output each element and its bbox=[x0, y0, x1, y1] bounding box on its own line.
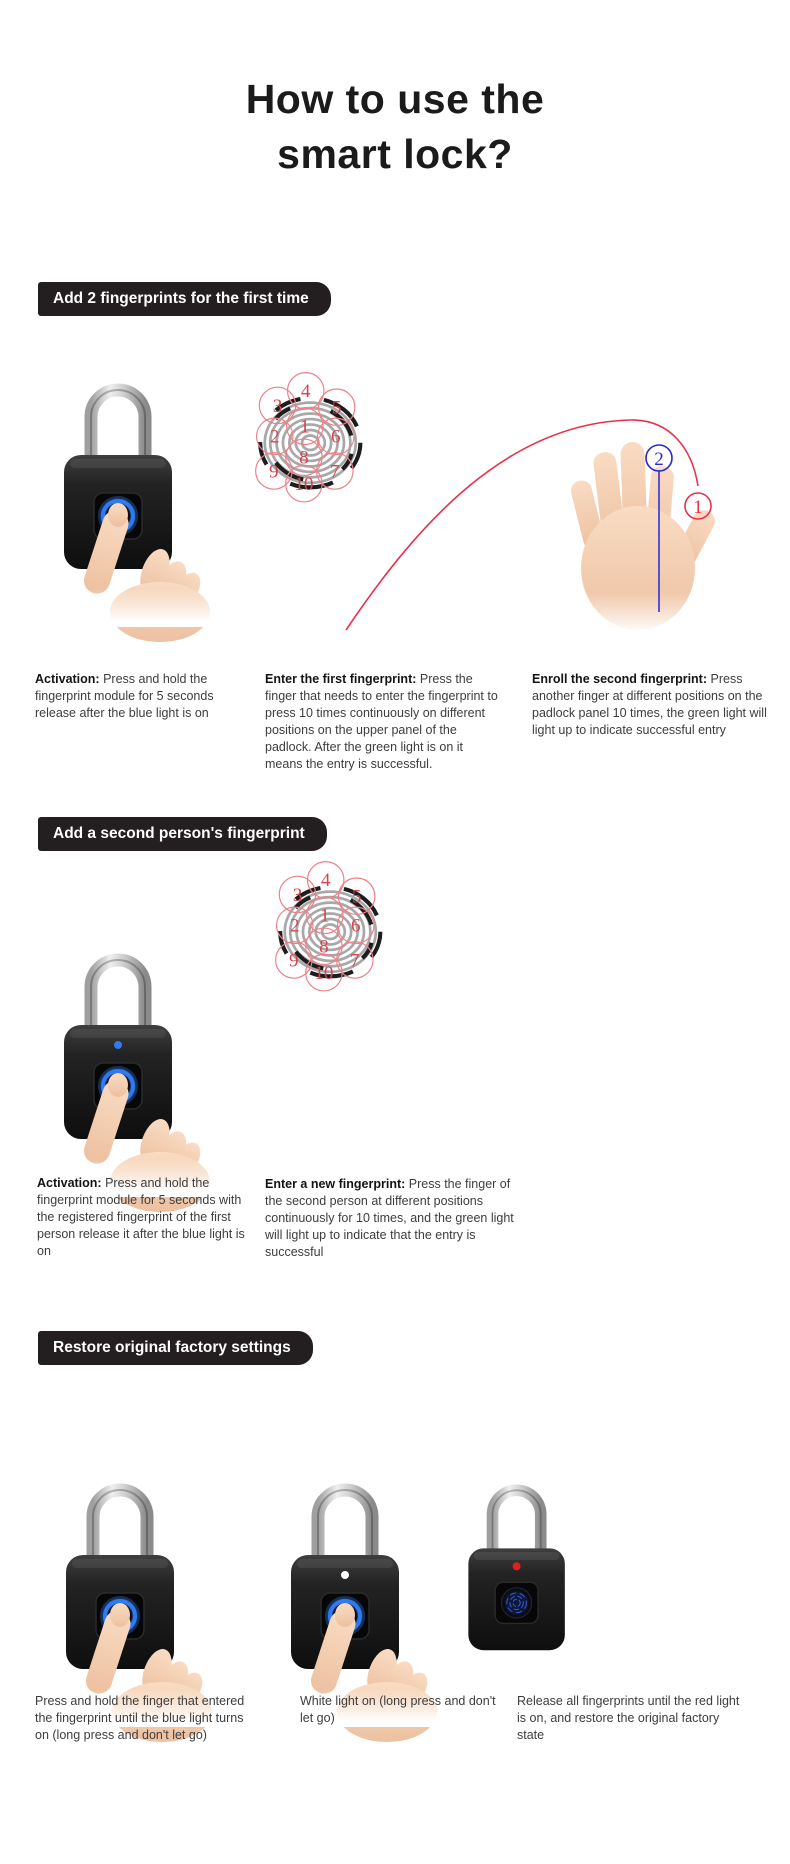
hand-finger-selection-diagram bbox=[340, 340, 720, 640]
padlock-body bbox=[468, 1490, 564, 1650]
padlock-restore-step1-image bbox=[40, 1465, 230, 1727]
step-restore-release bbox=[517, 1693, 743, 1744]
second-finger-marker bbox=[646, 445, 672, 471]
first-finger-marker bbox=[685, 493, 711, 519]
page-title-line1: How to use the bbox=[245, 76, 545, 122]
step-heading: Enter a new fingerprint: bbox=[265, 1177, 406, 1191]
step-enter-new-fingerprint bbox=[265, 1176, 517, 1261]
step-body: White light on (long press and don't let go) bbox=[300, 1694, 496, 1725]
step-body: Press the finger of the second person at different positions continuously for 10 times, and the green light will light up to indicate that the entry is successful bbox=[265, 1177, 514, 1259]
step-body: Press and hold the finger that entered the fingerprint until the blue light turns on (long press and don't let go) bbox=[35, 1694, 245, 1742]
led-indicator-white bbox=[341, 1571, 349, 1579]
step-heading: Activation: bbox=[35, 672, 100, 686]
page-title-line2: smart lock? bbox=[277, 131, 513, 177]
wrist-fade bbox=[568, 592, 714, 640]
svg-text:1: 1 bbox=[693, 497, 703, 518]
padlock-activation-second-image bbox=[38, 935, 228, 1197]
section-banner-restore-factory: Restore original factory settings bbox=[38, 1331, 313, 1365]
padlock-activation-image bbox=[38, 365, 228, 627]
step-restore-press-hold bbox=[35, 1693, 256, 1744]
led-indicator-blue bbox=[114, 1041, 122, 1049]
step-body: Press and hold the fingerprint module for 5 seconds release after the blue light is on bbox=[35, 672, 214, 720]
section-banner-add-second-person: Add a second person's fingerprint bbox=[38, 817, 327, 851]
step-body: Release all fingerprints until the red light is on, and restore the original factory state bbox=[517, 1694, 740, 1742]
step-enroll-second-fingerprint bbox=[532, 671, 778, 739]
page-title bbox=[0, 72, 790, 182]
svg-text:2: 2 bbox=[654, 449, 664, 470]
step-activation-second bbox=[37, 1175, 256, 1260]
padlock-restore-step2-image bbox=[265, 1465, 455, 1727]
step-heading: Enter the first fingerprint: bbox=[265, 672, 417, 686]
fingerprint-10-press-diagram-2 bbox=[272, 853, 394, 1005]
step-heading: Activation: bbox=[37, 1176, 102, 1190]
led-indicator-red bbox=[513, 1562, 521, 1570]
padlock-restore-step3-image bbox=[445, 1468, 615, 1702]
section-banner-add-first-fingerprints: Add 2 fingerprints for the first time bbox=[38, 282, 331, 316]
step-body: Press and hold the fingerprint module for 5 seconds with the registered fingerprint of the first person release it after the blue light is on bbox=[37, 1176, 245, 1258]
step-heading: Enroll the second fingerprint: bbox=[532, 672, 708, 686]
step-body: Press the finger that needs to enter the fingerprint to press 10 times continuously on different positions on the upper panel of the padlock. After the green light is on it means the entry is successful. bbox=[265, 672, 498, 771]
fingerprint-sensor-idle bbox=[505, 1591, 528, 1614]
step-enter-first-fingerprint bbox=[265, 671, 498, 773]
step-body: Press another finger at different positions on the padlock panel 10 times, the green light will light up to indicate successful entry bbox=[532, 672, 767, 737]
step-restore-white-light bbox=[300, 1693, 507, 1727]
step-activation-first bbox=[35, 671, 251, 722]
